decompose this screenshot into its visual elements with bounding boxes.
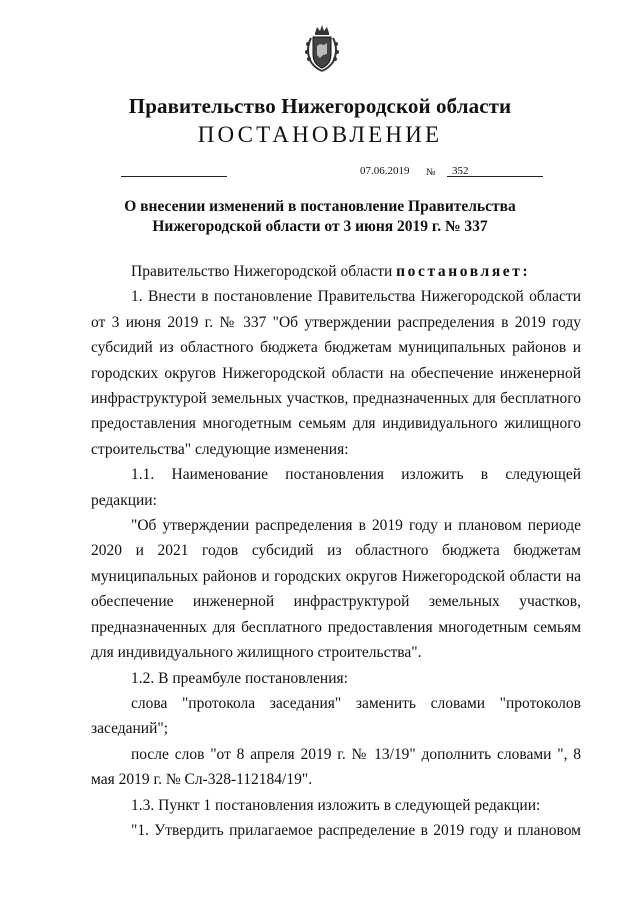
document-type-title: ПОСТАНОВЛЕНИЕ (197, 122, 443, 147)
document-subject (120, 197, 520, 237)
paragraph-1-3-text: "1. Утвердить прилагаемое распределение в 2019 году и плановом (131, 821, 581, 839)
paragraph-1-2-b: после слов "от 8 апреля 2019 г. № 13/19" дополнить словами ", 8 мая 2019 г. № Сл-328-112184/19". (91, 745, 581, 789)
number-underline (447, 176, 543, 177)
document-date: 07.06.2019 (360, 165, 410, 177)
paragraph-1-2: 1.2. В преамбуле постановления: (131, 669, 348, 687)
subject-line-2: Нижегородской области от 3 июня 2019 г. № 337 (152, 218, 488, 235)
paragraph-1: 1. Внести в постановление Правительства Нижегородской области от 3 июня 2019 г. № 337 "Об утверждении распределения в 2019 году субсидий из областного бюджета бюджетам муниципальных районов и городских округов Нижегородской области на обеспечение инженерной инфраструктурой земельных участков, предназначенных для бесплатного предоставления многодетным семьям для индивидуального жилищного строительства" следующие изменения: (91, 288, 581, 458)
paragraph-1-1-text: "Об утверждении распределения в 2019 году и плановом периоде 2020 и 2021 годов субсидий из областного бюджета бюджетам муниципальных районов и городских округов Нижегородской области на обеспечение инженерной инфраструктурой земельных участков, предназначенных для бесплатного предоставления многодетным семьям для индивидуального жилищного строительства". (91, 517, 581, 662)
decree-word: постановляет: (396, 263, 531, 280)
paragraph-1-3: 1.3. Пункт 1 постановления изложить в следующей редакции: (131, 796, 541, 814)
paragraph-1-2-a: слова "протокола заседания" заменить словами "протоколов заседаний"; (91, 694, 581, 738)
coat-of-arms-emblem (303, 24, 341, 74)
document-number: 352 (452, 165, 469, 177)
intro-paragraph (91, 259, 581, 284)
paragraph-1-1: 1.1. Наименование постановления изложить в следующей редакции: (91, 466, 581, 509)
organization-name: Правительство Нижегородской области (128, 94, 512, 118)
number-sign: № (426, 167, 436, 178)
blank-date-line (121, 176, 227, 177)
intro-text: Правительство Нижегородской области (131, 263, 397, 280)
subject-line-1: О внесении изменений в постановление Правительства (124, 198, 516, 215)
document-body (91, 259, 581, 843)
